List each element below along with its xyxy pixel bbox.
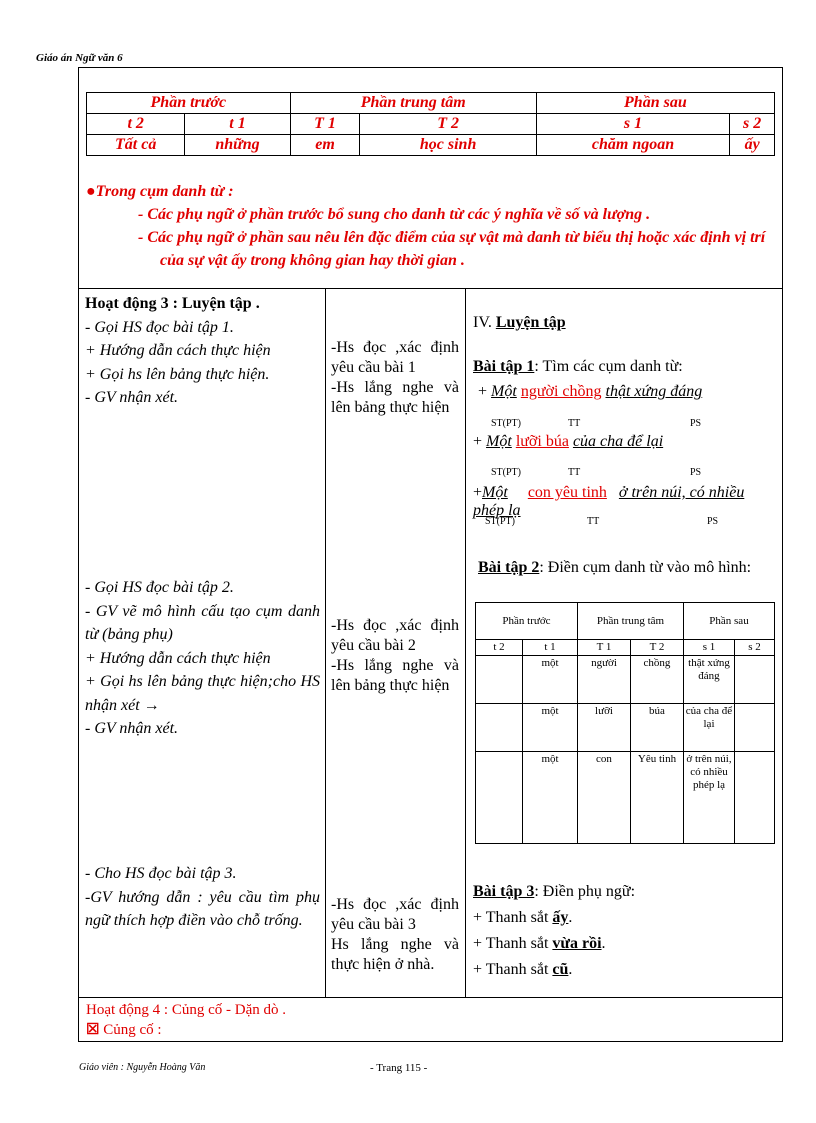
document-header: Giáo án Ngữ văn 6 [36, 52, 123, 64]
table-cell [476, 704, 523, 752]
activity-heading: Hoạt động 3 : Luyện tập . [85, 295, 260, 312]
bt3-item [473, 931, 778, 957]
table-cell: một [523, 656, 578, 704]
bullet-icon: ● [86, 183, 96, 200]
teacher-line: - Cho HS đọc bài tập 3. [85, 865, 237, 882]
plus-sign: + [478, 383, 488, 400]
student-block-1 [331, 338, 459, 418]
table-cell: Tất cả [87, 135, 185, 156]
header-center: Phần trung tâm [290, 93, 536, 114]
header-front: Phần trước [87, 93, 291, 114]
phrase-center: người chồng [520, 383, 602, 400]
phrase-center: con yêu tinh [527, 484, 607, 501]
table-cell: T 2 [360, 114, 536, 135]
tag-tt: TT [568, 418, 581, 429]
table-cell: t 1 [185, 114, 290, 135]
table-cell [476, 656, 523, 704]
table-cell: t 2 [476, 640, 523, 656]
table-cell: s 1 [536, 114, 729, 135]
phrase-center: lưỡi búa [515, 433, 569, 450]
bt3-prefix: + Thanh sắt [473, 961, 553, 978]
teacher-block-1 [85, 292, 320, 410]
table-cell: T 1 [578, 640, 631, 656]
bt3-word: cũ [552, 961, 569, 978]
tag-ps: PS [690, 418, 702, 429]
section-name: Luyện tập [495, 314, 566, 331]
table-row [476, 656, 775, 704]
note-item: - Các phụ ngữ ở phần sau nêu lên đặc điểm của sự vật mà danh từ biểu thị hoặc xác định vị trí của sự vật ấy trong không gian hay thời gian . [138, 229, 766, 269]
table-row [87, 93, 775, 114]
table-cell: con [578, 752, 631, 844]
table-cell: một [523, 704, 578, 752]
phrase-row [473, 484, 778, 520]
table-cell [476, 752, 523, 844]
noun-phrase-model-table [475, 602, 775, 844]
page-number: - Trang 115 - [370, 1062, 428, 1074]
table-cell: t 1 [523, 640, 578, 656]
bt3-text: : Điền phụ ngữ: [534, 883, 636, 900]
table-cell: những [185, 135, 290, 156]
arrow-right-icon: → [143, 696, 160, 714]
notes-title [86, 180, 776, 203]
notes-block [86, 180, 776, 272]
table-cell [735, 704, 775, 752]
table-cell: người [578, 656, 631, 704]
table-cell: chăm ngoan [536, 135, 729, 156]
bt2-label: Bài tập 2 [478, 559, 540, 576]
teacher-line: - Gọi HS đọc bài tập 2. [85, 579, 234, 596]
table-cell: Phần sau [684, 603, 775, 640]
bt3-heading [473, 879, 778, 905]
phrase-pre: Một [482, 484, 508, 501]
table-cell: một [523, 752, 578, 844]
table-row [87, 135, 775, 156]
student-line: -Hs lắng nghe và lên bảng thực hiện [331, 657, 459, 694]
table-cell: s 2 [730, 114, 775, 135]
activity-4-title: Hoạt động 4 : Củng cố - Dặn dò . [86, 1002, 286, 1018]
tag-tt: TT [587, 516, 600, 527]
table-cell: ở trên núi, có nhiều phép lạ [684, 752, 735, 844]
divider [465, 288, 466, 997]
bt3-suffix: . [568, 961, 573, 978]
phrase-row [473, 433, 778, 451]
student-line: -Hs đọc ,xác định yêu cầu bài 2 [331, 617, 459, 654]
divider [78, 288, 783, 289]
table-cell: s 1 [684, 640, 735, 656]
table-cell: lưỡi [578, 704, 631, 752]
table-row [476, 752, 775, 844]
checkbox-x-icon: ☒ [86, 1022, 100, 1038]
table-cell: Phần trung tâm [578, 603, 684, 640]
teacher-line: - GV nhận xét. [85, 389, 179, 406]
teacher-line: - GV vẽ mô hình cấu tạo cụm danh từ (bảng phụ) [85, 602, 320, 643]
phrase-pre: Một [486, 433, 512, 450]
tag-ps: PS [707, 516, 719, 527]
section-title [473, 314, 778, 332]
activity-4 [86, 1000, 286, 1040]
table-cell: thật xứng đáng [684, 656, 735, 704]
bt3-label: Bài tập 3 [473, 883, 535, 900]
bt3-suffix: . [568, 909, 573, 926]
table-cell [735, 656, 775, 704]
teacher-block-3 [85, 862, 320, 933]
teacher-line [85, 670, 320, 717]
table-cell: của cha để lại [684, 704, 735, 752]
tag-st: ST(PT) [485, 516, 515, 527]
bt2-heading [478, 556, 778, 580]
phrase-post: thật xứng đáng [605, 383, 703, 400]
bt1-label: Bài tập 1 [473, 358, 535, 375]
student-line: Hs lắng nghe và thực hiện ở nhà. [331, 936, 459, 973]
bt3-suffix: . [601, 935, 606, 952]
student-line: -Hs đọc ,xác định yêu cầu bài 3 [331, 896, 459, 933]
phrase-row [478, 383, 783, 401]
bt3-item [473, 957, 778, 983]
footer-teacher: Giáo viên : Nguyễn Hoàng Văn [79, 1062, 206, 1073]
teacher-line: - GV nhận xét. [85, 720, 179, 737]
table-cell: em [290, 135, 360, 156]
table-cell: T 2 [631, 640, 684, 656]
header-back: Phần sau [536, 93, 774, 114]
bt3-prefix: + Thanh sắt [473, 935, 553, 952]
table-row [476, 603, 775, 640]
table-cell: T 1 [290, 114, 360, 135]
teacher-line: + Hướng dẫn cách thực hiện [85, 342, 271, 359]
phrase-pre: Một [491, 383, 517, 400]
teacher-line: + Hướng dẫn cách thực hiện [85, 649, 271, 667]
plus-sign: + [473, 484, 483, 501]
bt3-word: vừa rồi [552, 935, 602, 952]
teacher-line: - Gọi HS đọc bài tập 1. [85, 318, 234, 336]
table-cell: t 2 [87, 114, 185, 135]
bt3-prefix: + Thanh sắt [473, 909, 553, 926]
teacher-line: + Gọi hs lên bảng thực hiện. [85, 365, 270, 383]
teacher-line: -GV hướng dẫn : yêu cầu tìm phụ ngữ thích hợp điền vào chỗ trống. [85, 888, 320, 929]
phrase-post: của cha để lại [572, 433, 664, 450]
student-line: -Hs đọc ,xác định yêu cầu bài 1 [331, 339, 459, 376]
table-cell: chồng [631, 656, 684, 704]
noun-phrase-table [86, 92, 775, 156]
plus-sign: + [473, 433, 483, 450]
phrase-post: ở trên núi, có nhiều phép lạ [473, 484, 745, 519]
student-line: -Hs lắng nghe và lên bảng thực hiện [331, 379, 459, 416]
tag-st: ST(PT) [491, 467, 521, 478]
table-row [476, 640, 775, 656]
bt1-heading [473, 358, 778, 376]
activity-4-item [86, 1020, 286, 1040]
table-cell: búa [631, 704, 684, 752]
table-cell: học sinh [360, 135, 536, 156]
student-block-3 [331, 895, 459, 975]
table-cell: Phần trước [476, 603, 578, 640]
bt1-text: : Tìm các cụm danh từ: [534, 358, 683, 375]
tag-tt: TT [568, 467, 581, 478]
student-block-2 [331, 616, 459, 696]
bt3-word: ấy [552, 909, 569, 926]
note-item: - Các phụ ngữ ở phần trước bổ sung cho danh từ các ý nghĩa về số và lượng . [138, 206, 651, 223]
tag-ps: PS [690, 467, 702, 478]
teacher-line-text: + Gọi hs lên bảng thực hiện;cho HS nhận xét [85, 673, 320, 714]
table-cell: Yêu tinh [631, 752, 684, 844]
teacher-block-2 [85, 576, 320, 741]
table-cell: s 2 [735, 640, 775, 656]
table-cell [735, 752, 775, 844]
divider [325, 288, 326, 997]
bt3-block [473, 879, 778, 983]
bt3-item [473, 905, 778, 931]
table-row [476, 704, 775, 752]
table-cell: ấy [730, 135, 775, 156]
table-row [87, 114, 775, 135]
divider [78, 997, 783, 998]
section-number: IV. [473, 314, 492, 331]
bt2-text: : Điền cụm danh từ vào mô hình: [539, 559, 752, 576]
notes-title-text: Trong cụm danh từ : [95, 183, 234, 200]
activity-4-item-text: Củng cố : [103, 1022, 162, 1038]
tag-st: ST(PT) [491, 418, 521, 429]
